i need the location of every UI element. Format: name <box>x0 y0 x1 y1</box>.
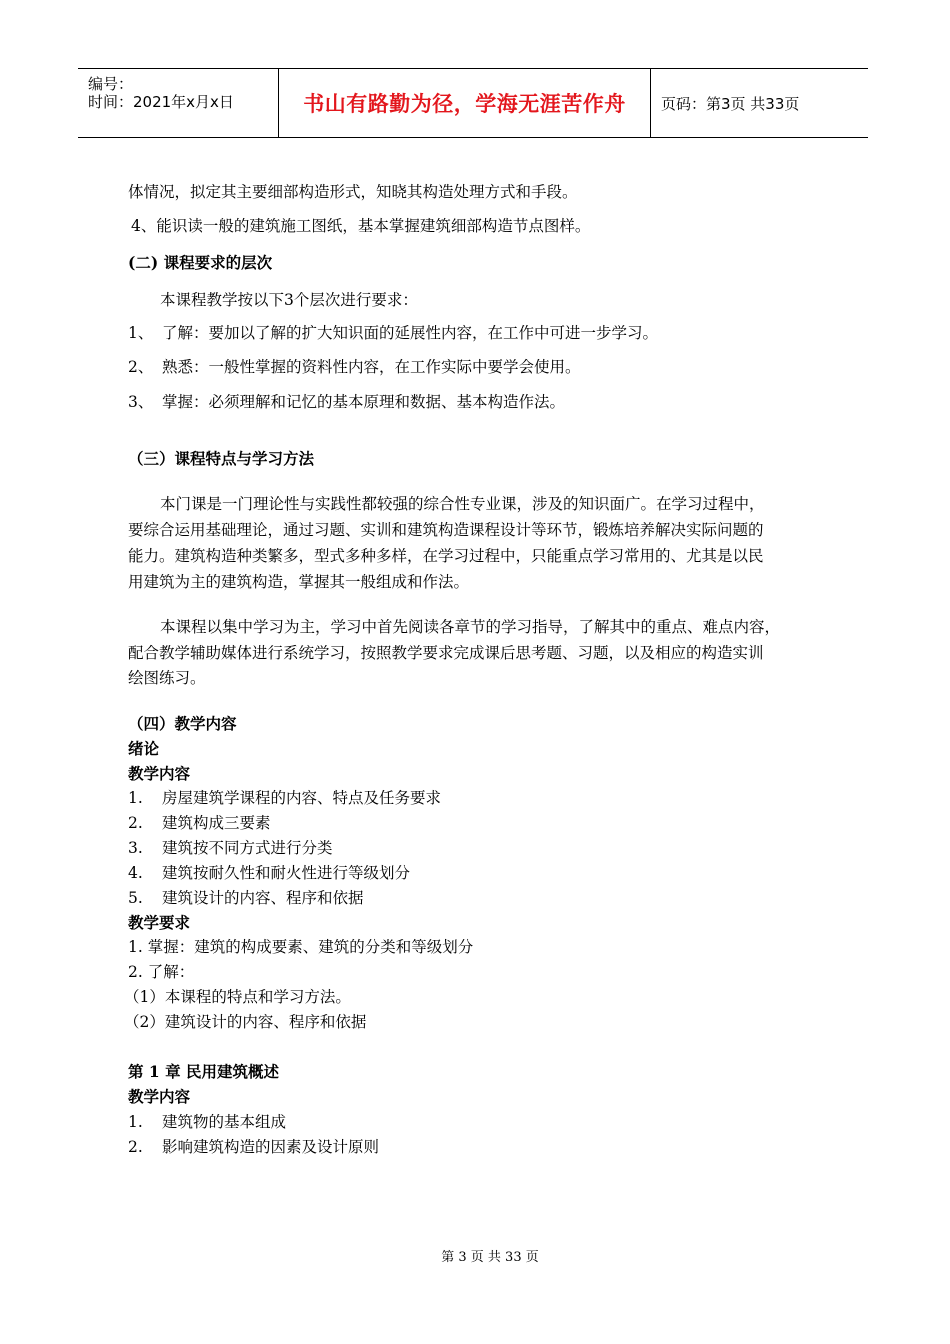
list-item <box>128 863 410 883</box>
list-text: 建筑按耐久性和耐火性进行等级划分 <box>162 864 411 882</box>
paragraph-line: 配合教学辅助媒体进行系统学习，按照教学要求完成课后思考题、习题，以及相应的构造实训 <box>128 644 764 662</box>
list-item <box>128 813 271 833</box>
list-number: 4. <box>128 864 143 882</box>
list-item: 2. 了解： <box>128 963 195 981</box>
list-item <box>128 1112 286 1132</box>
list-text: 影响建筑构造的因素及设计原则 <box>162 1138 380 1156</box>
footer-page-number: 第 3 页 共 33 页 <box>441 1250 539 1265</box>
section-heading: （四）教学内容 <box>128 714 237 733</box>
subsection-heading: 教学内容 <box>128 1087 191 1106</box>
section-heading: (二) 课程要求的层次 <box>128 253 273 272</box>
paragraph-line: 本门课是一门理论性与实践性都较强的综合性专业课，涉及的知识面广。在学习过程中， <box>160 495 765 513</box>
list-number: 3、 <box>128 393 154 411</box>
list-text: 建筑设计的内容、程序和依据 <box>162 889 364 907</box>
list-item <box>128 357 581 377</box>
header-motto-cell <box>279 69 651 137</box>
subsection-heading: 教学要求 <box>128 913 191 932</box>
body-line: 本课程教学按以下3个层次进行要求： <box>160 291 418 309</box>
body-line: 4、能识读一般的建筑施工图纸，基本掌握建筑细部构造节点图样。 <box>131 217 591 235</box>
page-header <box>78 68 868 138</box>
time-label: 时间：2021年x月x日 <box>88 93 234 111</box>
paragraph-line: 要综合运用基础理论，通过习题、实训和建筑构造课程设计等环节，锻炼培养解决实际问题的 <box>128 521 764 539</box>
list-item <box>128 323 658 343</box>
list-item: （2）建筑设计的内容、程序和依据 <box>124 1013 367 1031</box>
paragraph-line: 能力。建筑构造种类繁多，型式多种多样，在学习过程中，只能重点学习常用的、尤其是以民 <box>128 547 764 565</box>
list-item <box>128 888 364 908</box>
list-text: 建筑按不同方式进行分类 <box>162 839 333 857</box>
paragraph-line: 本课程以集中学习为主，学习中首先阅读各章节的学习指导，了解其中的重点、难点内容， <box>160 618 781 636</box>
list-item: 1. 掌握：建筑的构成要素、建筑的分类和等级划分 <box>128 938 474 956</box>
chapter-heading: 第 1 章 民用建筑概述 <box>128 1062 279 1081</box>
list-number: 3. <box>128 839 143 857</box>
list-number: 1. <box>128 1113 143 1131</box>
list-number: 2. <box>128 1138 143 1156</box>
list-text: 熟悉：一般性掌握的资料性内容，在工作实际中要学会使用。 <box>162 358 581 376</box>
list-text: 房屋建筑学课程的内容、特点及任务要求 <box>162 789 442 807</box>
header-meta-cell <box>78 69 279 137</box>
paragraph-line: 用建筑为主的建筑构造，掌握其一般组成和作法。 <box>128 573 470 591</box>
list-item <box>128 838 333 858</box>
list-number: 2. <box>128 814 143 832</box>
body-line: 体情况，拟定其主要细部构造形式，知晓其构造处理方式和手段。 <box>128 183 578 201</box>
list-text: 建筑构成三要素 <box>162 814 271 832</box>
subsection-heading: 绪论 <box>128 739 160 758</box>
subsection-heading: 教学内容 <box>128 764 191 783</box>
number-label: 编号： <box>88 75 134 93</box>
page-label: 页码：第3页 共33页 <box>661 94 800 113</box>
section-heading: （三）课程特点与学习方法 <box>128 449 315 468</box>
paragraph-line: 绘图练习。 <box>128 669 206 687</box>
list-text: 了解：要加以了解的扩大知识面的延展性内容，在工作中可进一步学习。 <box>162 324 659 342</box>
list-item <box>128 392 565 412</box>
header-page-cell <box>651 69 868 137</box>
list-number: 2、 <box>128 358 154 376</box>
list-text: 掌握：必须理解和记忆的基本原理和数据、基本构造作法。 <box>162 393 566 411</box>
list-number: 1. <box>128 789 143 807</box>
motto-text: 书山有路勤为径，学海无涯苦作舟 <box>303 92 626 116</box>
list-item: （1）本课程的特点和学习方法。 <box>124 988 351 1006</box>
page-footer <box>0 1246 950 1265</box>
list-number: 1、 <box>128 324 154 342</box>
list-item <box>128 1137 379 1157</box>
list-item <box>128 788 441 808</box>
list-text: 建筑物的基本组成 <box>162 1113 287 1131</box>
list-number: 5. <box>128 889 143 907</box>
